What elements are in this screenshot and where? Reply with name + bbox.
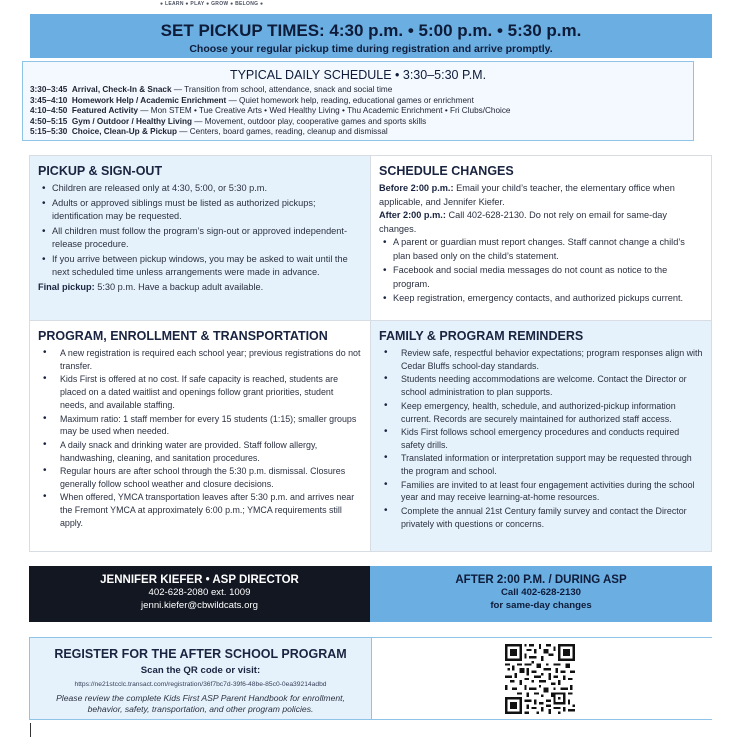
list-item: • All children must follow the program’s sign-out or approved independent-release procedure.	[38, 225, 362, 252]
after-asp-phone: Call 402-628-2130	[500, 587, 581, 598]
schedule-activity: Arrival, Check-In & Snack	[71, 85, 172, 94]
director-phone: 402-628-2080 ext. 1009	[148, 587, 251, 598]
program-heading: PROGRAM, ENROLLMENT & TRANSPORTATION	[38, 329, 328, 343]
before-text: Email your child’s teacher, the elementary office when applicable, and Jennifer Kiefer.	[379, 183, 675, 207]
director-name: JENNIFER KIEFER • ASP DIRECTOR	[100, 574, 299, 586]
registration-link[interactable]: https://ne21stcclc.transact.com/registration/36f7bc7d-39f6-48be-85c0-0ea39214adbd	[74, 681, 327, 688]
schedule-row	[30, 127, 693, 138]
schedule-row	[30, 117, 693, 128]
after-2pm	[379, 209, 703, 236]
list-item: • Keep registration, emergency contacts, and authorized pickups current.	[379, 292, 703, 306]
list-item: • Facebook and social media messages do not count as notice to the program.	[379, 264, 703, 291]
final-pickup-text: 5:30 p.m. Have a backup adult available.	[94, 281, 264, 292]
schedule-activity: Featured Activity	[71, 106, 139, 115]
final-pickup-label: Final pickup:	[38, 281, 95, 292]
qr-panel	[371, 638, 712, 719]
schedule-row	[30, 96, 693, 107]
pickup-list	[38, 182, 362, 280]
after-text: Call 402-628-2130. Do not rely on email for same-day changes.	[379, 210, 668, 234]
list-item: • When offered, YMCA transportation leaves after 5:30 p.m. and arrives near the Fremont YMCA at approximately 6:00 p.m.; YMCA requirements still apply.	[38, 491, 362, 530]
program-section	[30, 321, 371, 551]
schedule-desc: — Quiet homework help, reading, educational games or enrichment	[226, 95, 474, 105]
schedule-time: 4:10–4:50	[30, 106, 68, 115]
after-asp-note: for same-day changes	[490, 599, 592, 611]
schedule-time: 3:45–4:10	[30, 95, 68, 105]
schedule-changes-section	[371, 156, 711, 321]
banner-title: SET PICKUP TIMES: 4:30 p.m. • 5:00 p.m. • 5:30 p.m.	[160, 21, 582, 40]
schedule-desc: — Transition from school, attendance, snack and social time	[171, 85, 393, 94]
handbook-note: Please review the complete Kids First ASP Parent Handbook for enrollment, behavior, safety, transportation, and other program policies.	[56, 693, 345, 714]
registration-title: REGISTER FOR THE AFTER SCHOOL PROGRAM	[54, 647, 347, 661]
after-asp-contact	[370, 566, 712, 622]
list-item: • A daily snack and drinking water are provided. Staff follow allergy, handwashing, cleaning, and sanitation procedures.	[38, 439, 362, 465]
list-item: • Children are released only at 4:30, 5:00, or 5:30 p.m.	[38, 182, 362, 196]
list-item: • A new registration is required each school year; previous registrations do not transfer.	[38, 347, 362, 373]
schedule-activity: Homework Help / Academic Enrichment	[71, 95, 227, 105]
daily-schedule-rows	[23, 85, 693, 138]
final-pickup	[38, 281, 362, 295]
director-email[interactable]: jenni.kiefer@cbwildcats.org	[141, 599, 258, 611]
schedule-desc: — Movement, outdoor play, cooperative games and sports skills	[192, 116, 427, 126]
schedule-desc: — Centers, board games, reading, cleanup and dismissal	[176, 127, 388, 136]
reminders-section	[371, 321, 711, 551]
list-item: • Families are invited to at least four engagement activities during the school year and may receive learning-at-home resources.	[379, 479, 703, 505]
list-item: • Review safe, respectful behavior expectations; program responses align with Cedar Bluffs school-day standards.	[379, 347, 703, 373]
daily-schedule-title: TYPICAL DAILY SCHEDULE • 3:30–5:30 P.M.	[229, 68, 487, 82]
list-item: • Kids First is offered at no cost. If safe capacity is reached, students are placed on a dated waitlist and openings follow grant priorities, student needs, and available staffing.	[38, 373, 362, 412]
registration-scan-text: Scan the QR code or visit:	[140, 665, 261, 676]
registration-info	[30, 638, 371, 719]
list-item: • Translated information or interpretation support may be requested through the program and school.	[379, 452, 703, 478]
director-contact	[29, 566, 370, 622]
text-cursor	[30, 723, 31, 737]
schedule-activity: Choice, Clean-Up & Pickup	[71, 127, 177, 136]
daily-schedule	[22, 61, 694, 141]
schedule-changes-list	[379, 236, 703, 306]
after-label: After 2:00 p.m.:	[379, 210, 446, 220]
schedule-time: 3:30–3:45	[30, 85, 68, 94]
list-item: • Adults or approved siblings must be listed as authorized pickups; identification may be requested.	[38, 197, 362, 224]
list-item: • A parent or guardian must report changes. Staff cannot change a child’s plan based only on the child’s statement.	[379, 236, 703, 263]
list-item: • If you arrive between pickup windows, you may be asked to wait until the next scheduled time unless arrangements were made in advance.	[38, 253, 362, 280]
banner-subtitle: Choose your regular pickup time during registration and arrive promptly.	[189, 43, 553, 55]
schedule-changes-heading: SCHEDULE CHANGES	[379, 164, 514, 178]
qr-code-icon[interactable]	[505, 644, 575, 714]
reminders-heading: FAMILY & PROGRAM REMINDERS	[379, 329, 584, 343]
list-item: • Maximum ratio: 1 staff member for every 15 students (1:15); smaller groups may be used when needed.	[38, 413, 362, 439]
schedule-time: 4:50–5:15	[30, 116, 68, 126]
list-item: • Students needing accommodations are welcome. Contact the Director or school administration to plan supports.	[379, 373, 703, 399]
before-label: Before 2:00 p.m.:	[379, 183, 454, 193]
pickup-times-banner	[30, 14, 712, 58]
program-list	[38, 347, 362, 530]
schedule-activity: Gym / Outdoor / Healthy Living	[71, 116, 192, 126]
pickup-heading: PICKUP & SIGN-OUT	[38, 164, 163, 178]
schedule-row	[30, 85, 693, 96]
list-item: • Keep emergency, health, schedule, and authorized-pickup information current. Records are securely maintained for authorized staff access.	[379, 400, 703, 426]
schedule-desc: — Mon STEM • Tue Creative Arts • Wed Healthy Living • Thu Academic Enrichment • Fri Clubs/Choice	[138, 106, 511, 115]
info-grid	[29, 155, 712, 552]
list-item: • Complete the annual 21st Century family survey and contact the Director privately with questions or concerns.	[379, 505, 703, 531]
reminders-list	[379, 347, 703, 531]
registration-section	[29, 637, 712, 720]
pickup-section	[30, 156, 371, 321]
after-asp-title: AFTER 2:00 P.M. / DURING ASP	[455, 574, 627, 586]
schedule-row	[30, 106, 693, 117]
list-item: • Kids First follows school emergency procedures and conducts required safety drills.	[379, 426, 703, 452]
tagline: ● LEARN ● PLAY ● GROW ● BELONG ●	[160, 1, 264, 7]
schedule-time: 5:15–5:30	[30, 127, 68, 136]
before-2pm	[379, 182, 703, 209]
list-item: • Regular hours are after school through the 5:30 p.m. dismissal. Closures generally follow school weather and closure decisions.	[38, 465, 362, 491]
